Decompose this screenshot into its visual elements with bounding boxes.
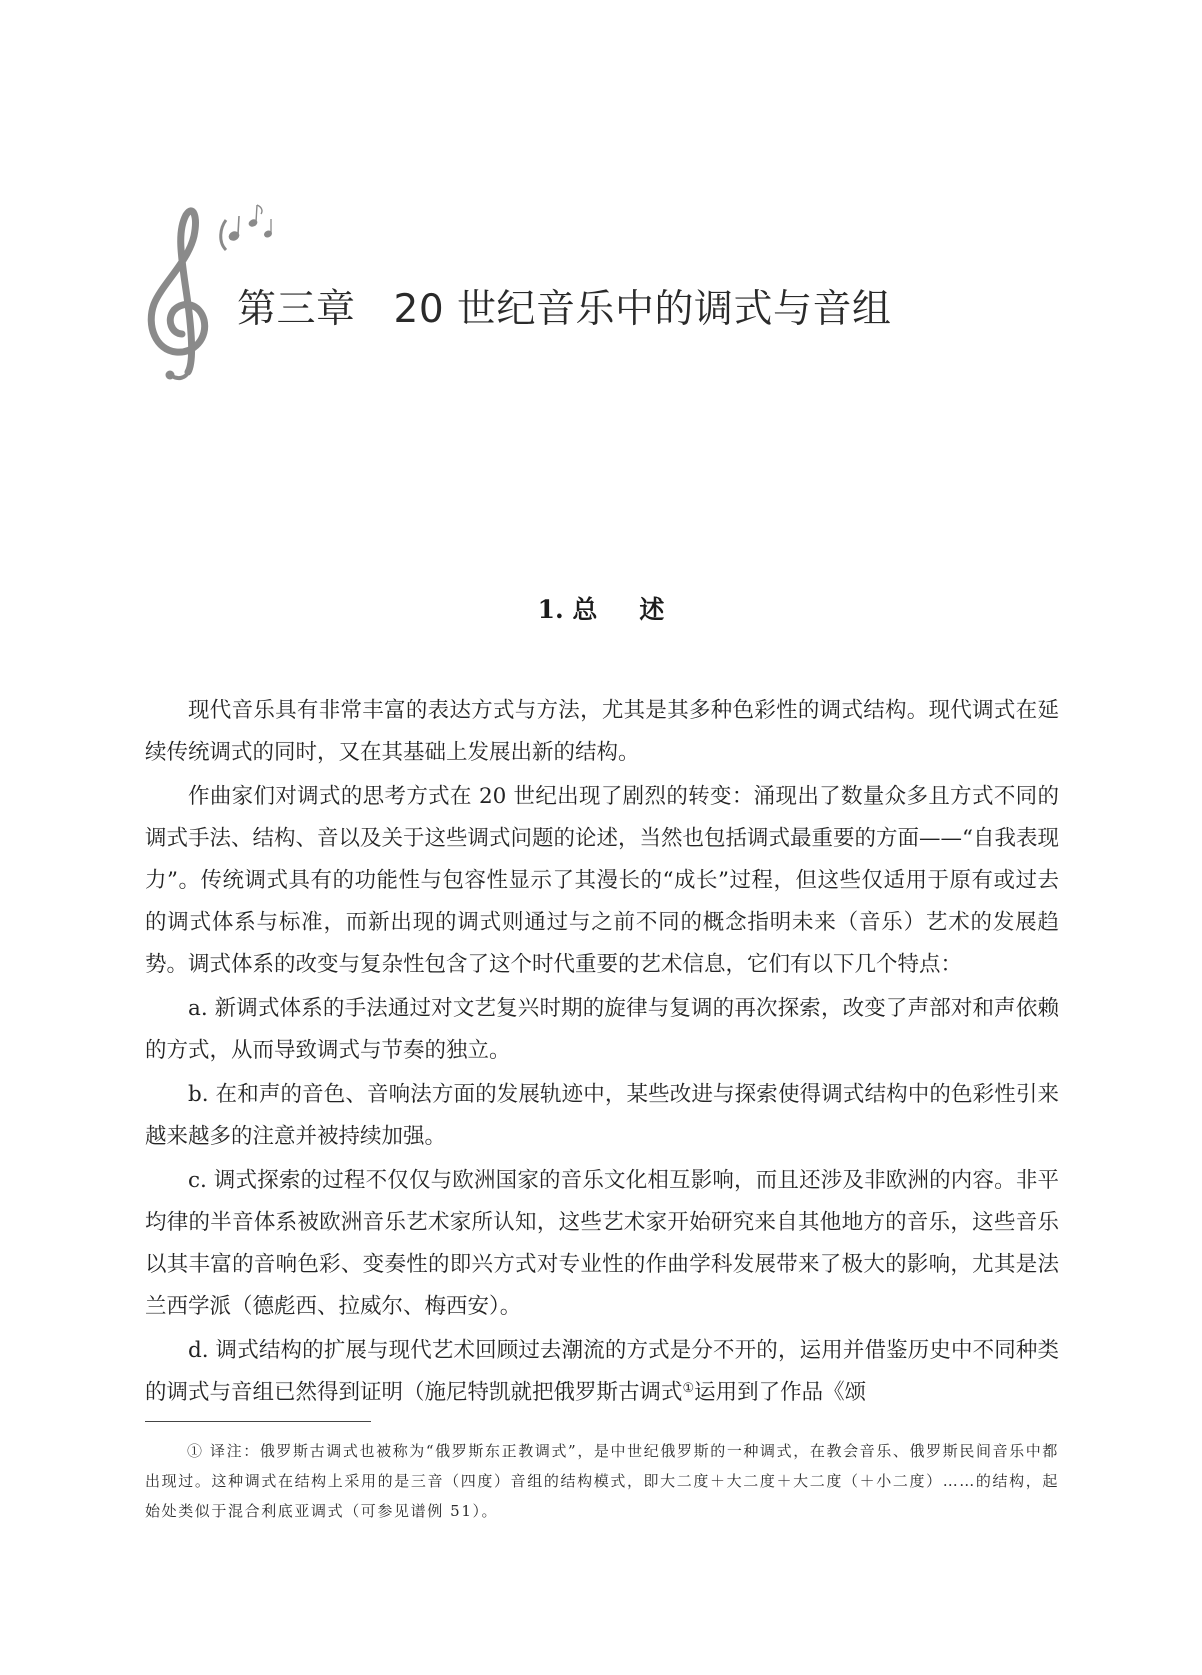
section-heading (0, 590, 1202, 626)
staff-lines (178, 353, 1202, 369)
paragraph: a. 新调式体系的手法通过对文艺复兴时期的旋律与复调的再次探索，改变了声部对和声依赖的方式，从而导致调式与节奏的独立。 (145, 996, 1059, 1063)
paragraph: c. 调式探索的过程不仅仅与欧洲国家的音乐文化相互影响，而且还涉及非欧洲的内容。非平均律的半音体系被欧洲音乐艺术家所认知，这些艺术家开始研究来自其他地方的音乐，这些音乐以其丰富的音响色彩、变奏性的即兴方式对专业性的作曲学科发展带来了极大的影响，尤其是法兰西学派（德彪西、拉威尔、梅西安）。 (145, 1168, 1059, 1319)
chapter-title (237, 278, 892, 334)
section-number: 1. 总 (537, 595, 598, 624)
paragraph: b. 在和声的音色、音响法方面的发展轨迹中，某些改进与探索使得调式结构中的色彩性引来越来越多的注意并被持续加强。 (145, 1082, 1059, 1149)
chapter-name: 20 世纪音乐中的调式与音组 (393, 287, 892, 332)
paragraph-text: d. 调式结构的扩展与现代艺术回顾过去潮流的方式是分不开的，运用并借鉴历史中不同种类的调式与音组已然得到证明（施尼特凯就把俄罗斯古调式 (145, 1338, 1059, 1405)
music-notes-icon (221, 205, 273, 250)
paragraph: 作曲家们对调式的思考方式在 20 世纪出现了剧烈的转变：涌现出了数量众多且方式不同的调式手法、结构、音以及关于这些调式问题的论述，当然也包括调式最重要的方面——“自我表现力”。传统调式具有的功能性与包容性显示了其漫长的“成长”过程，但这些仅适用于原有或过去的调式体系与标准，而新出现的调式则通过与之前不同的概念指明未来（音乐）艺术的发展趋势。调式体系的改变与复杂性包含了这个时代重要的艺术信息，它们有以下几个特点： (145, 784, 1059, 977)
section-name: 述 (639, 595, 665, 624)
treble-clef-icon (151, 211, 204, 380)
footnote: ① 译注：俄罗斯古调式也被称为“俄罗斯东正教调式”，是中世纪俄罗斯的一种调式，在教会音乐、俄罗斯民间音乐中都出现过。这种调式在结构上采用的是三音（四度）音组的结构模式，即大二度＋大二度＋大二度（＋小二度）……的结构，起始处类似于混合利底亚调式（可参见谱例 51）。 (145, 1442, 1059, 1520)
footnote-divider (145, 1421, 371, 1422)
paragraph (145, 1330, 1059, 1414)
footnote-marker[interactable]: ① (682, 1381, 695, 1396)
chapter-label: 第三章 (237, 287, 356, 332)
body-text (145, 690, 1059, 1416)
paragraph-text: 运用到了作品《颂 (694, 1380, 867, 1405)
paragraph: 现代音乐具有非常丰富的表达方式与方法，尤其是其多种色彩性的调式结构。现代调式在延续传统调式的同时，又在其基础上发展出新的结构。 (145, 698, 1059, 765)
